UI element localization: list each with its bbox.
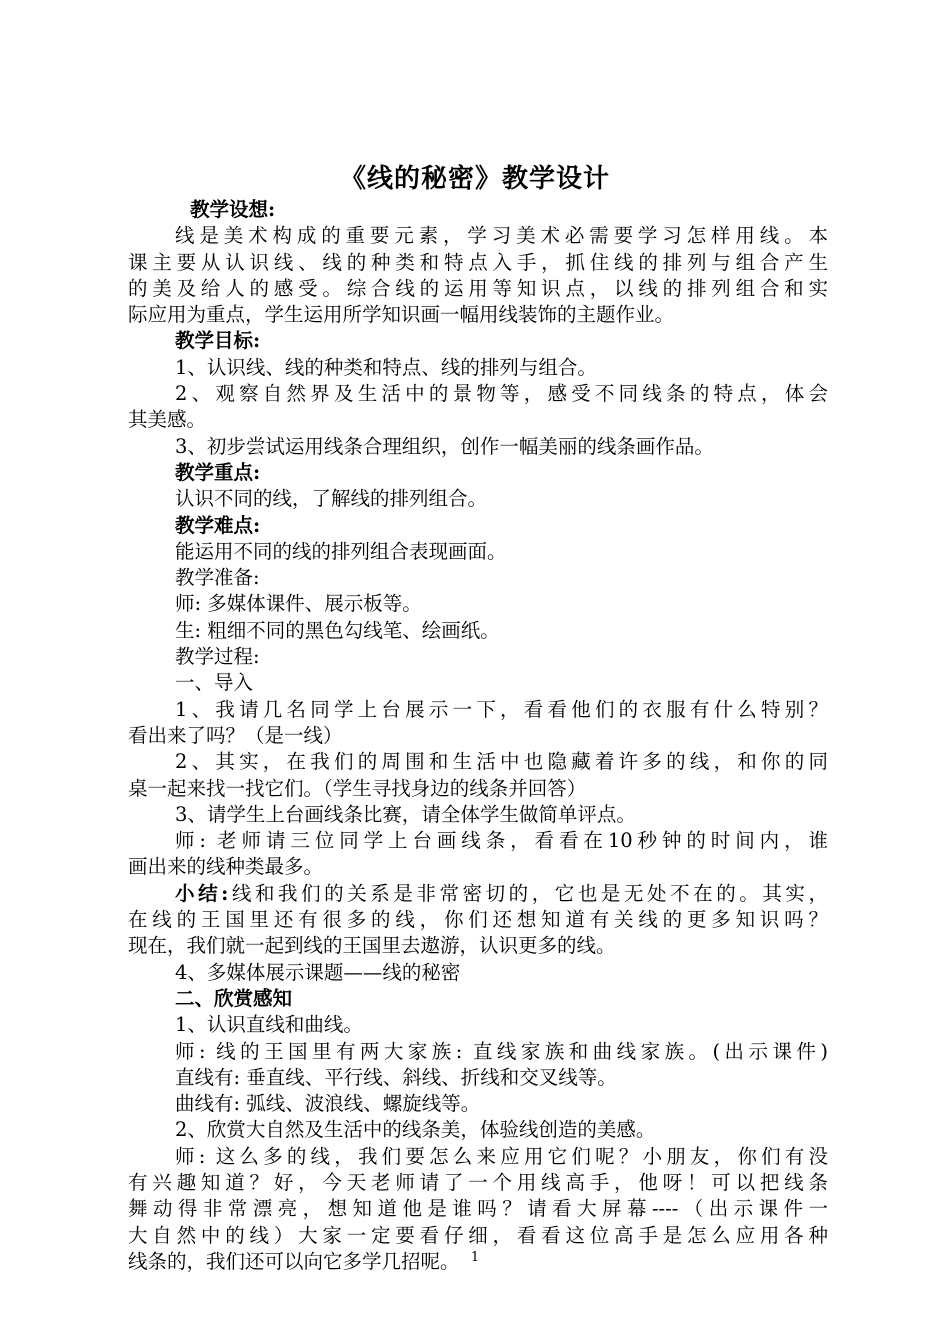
line-text: 教学过程:	[175, 645, 260, 669]
line-text: 线条的，我们还可以向它多学几招呢。	[128, 1249, 460, 1273]
text-line	[128, 723, 828, 749]
line-text: 1、我请几名同学上台展示一下，看看他们的衣服有什么特别？	[175, 697, 828, 721]
line-text: 桌一起来找一找它们。（学生寻找身边的线条并回答）	[128, 776, 587, 800]
line-text: 师: 多媒体课件、展示板等。	[175, 592, 422, 616]
text-line	[128, 907, 828, 933]
line-text: 教学准备:	[175, 566, 260, 590]
document-title: 《线的秘密》教学设计	[339, 164, 610, 194]
text-line	[128, 802, 828, 828]
line-text: 1、认识直线和曲线。	[175, 1013, 363, 1037]
text-line	[128, 250, 828, 276]
text-line	[128, 618, 828, 644]
text-line	[128, 223, 828, 249]
section-heading: 教学设想:	[190, 198, 276, 221]
line-text: 画出来的线种类最多。	[128, 855, 324, 879]
text-line	[128, 933, 828, 959]
text-line	[128, 381, 828, 407]
text-line	[128, 276, 828, 302]
text-line	[128, 539, 828, 565]
text-line	[128, 302, 828, 328]
text-line	[128, 355, 828, 381]
line-text: 4、多媒体展示课题——线的秘密	[175, 960, 461, 984]
line-text: 线是美术构成的重要元素，学习美术必需要学习怎样用线。本	[175, 224, 828, 248]
line-text: 线和我们的关系是非常密切的，它也是无处不在的。其实，	[228, 881, 828, 905]
line-text: 师: 这么多的线，我们要怎么来应用它们呢？小朋友，你们有没	[175, 1144, 828, 1168]
document-body	[128, 197, 828, 1275]
line-text: 直线有: 垂直线、平行线、斜线、折线和交叉线等。	[175, 1065, 617, 1089]
line-text: 生: 粗细不同的黑色勾线笔、绘画纸。	[175, 618, 500, 642]
text-line	[128, 1117, 828, 1143]
text-line	[128, 1223, 828, 1249]
line-text: 有兴趣知道？好，今天老师请了一个用线高手，他呀！可以把线条	[128, 1170, 828, 1194]
text-line	[128, 1065, 828, 1091]
text-line	[128, 697, 828, 723]
inline-heading: 小结:	[175, 881, 229, 905]
line-text: 的美及给人的感受。综合线的运用等知识点，以线的排列组合和实	[128, 276, 828, 300]
section-heading: 教学重点:	[175, 460, 261, 484]
line-text: 一、导入	[175, 671, 254, 695]
line-text: 课主要从认识线、线的种类和特点入手，抓住线的排列与组合产生	[128, 250, 828, 274]
text-line	[128, 434, 828, 460]
text-line	[128, 197, 828, 223]
line-text: 看出来了吗？（是一线）	[128, 723, 343, 747]
text-line	[128, 854, 828, 880]
line-text: 3、初步尝试运用线条合理组织，创作一幅美丽的线条画作品。	[175, 434, 714, 458]
text-line	[128, 1039, 828, 1065]
text-line	[128, 486, 828, 512]
text-line	[128, 328, 828, 354]
section-heading: 教学目标:	[175, 329, 261, 353]
line-text: 现在，我们就一起到线的王国里去遨游，认识更多的线。	[128, 934, 616, 958]
text-line	[128, 591, 828, 617]
line-text: 3、请学生上台画线条比赛，请全体学生做简单评点。	[175, 802, 636, 826]
text-line	[128, 513, 828, 539]
line-text: 师: 老师请三位同学上台画线条，看看在10秒钟的时间内，谁	[175, 829, 828, 853]
text-line	[128, 1170, 828, 1196]
section-heading: 教学难点:	[175, 513, 261, 537]
line-text: 其美感。	[128, 408, 207, 432]
text-line	[128, 881, 828, 907]
section-heading: 二、欣赏感知	[175, 986, 293, 1010]
line-text: 曲线有: 弧线、波浪线、螺旋线等。	[175, 1092, 481, 1116]
line-text: 2、观察自然界及生活中的景物等，感受不同线条的特点，体会	[175, 382, 828, 406]
text-line	[128, 1196, 828, 1222]
line-text: 大自然中的线）大家一定要看仔细，看看这位高手是怎么应用各种	[128, 1223, 828, 1247]
text-line	[128, 670, 828, 696]
text-line	[128, 986, 828, 1012]
line-text: 1、认识线、线的种类和特点、线的排列与组合。	[175, 355, 597, 379]
line-text: 际应用为重点，学生运用所学知识画一幅用线装饰的主题作业。	[128, 303, 675, 327]
text-line	[128, 407, 828, 433]
line-text: 2、欣赏大自然及生活中的线条美，体验线创造的美感。	[175, 1118, 656, 1142]
text-line	[128, 960, 828, 986]
line-text: 师: 线的王国里有两大家族: 直线家族和曲线家族。(出示课件)	[175, 1039, 828, 1063]
line-text: 舞动得非常漂亮，想知道他是谁吗？请看大屏幕----（出示课件一	[128, 1197, 828, 1221]
line-text: 在线的王国里还有很多的线，你们还想知道有关线的更多知识吗？	[128, 908, 828, 932]
line-text: 认识不同的线，了解线的排列组合。	[175, 487, 488, 511]
page-number: 1	[470, 1250, 480, 1265]
text-line	[128, 1144, 828, 1170]
line-text: 2、其实，在我们的周围和生活中也隐藏着许多的线，和你的同	[175, 750, 828, 774]
text-line	[128, 828, 828, 854]
text-line	[128, 776, 828, 802]
text-line	[128, 1091, 828, 1117]
text-line	[128, 460, 828, 486]
text-line	[128, 749, 828, 775]
text-line	[128, 644, 828, 670]
text-line	[128, 565, 828, 591]
line-text: 能运用不同的线的排列组合表现画面。	[175, 539, 507, 563]
text-line	[128, 1012, 828, 1038]
